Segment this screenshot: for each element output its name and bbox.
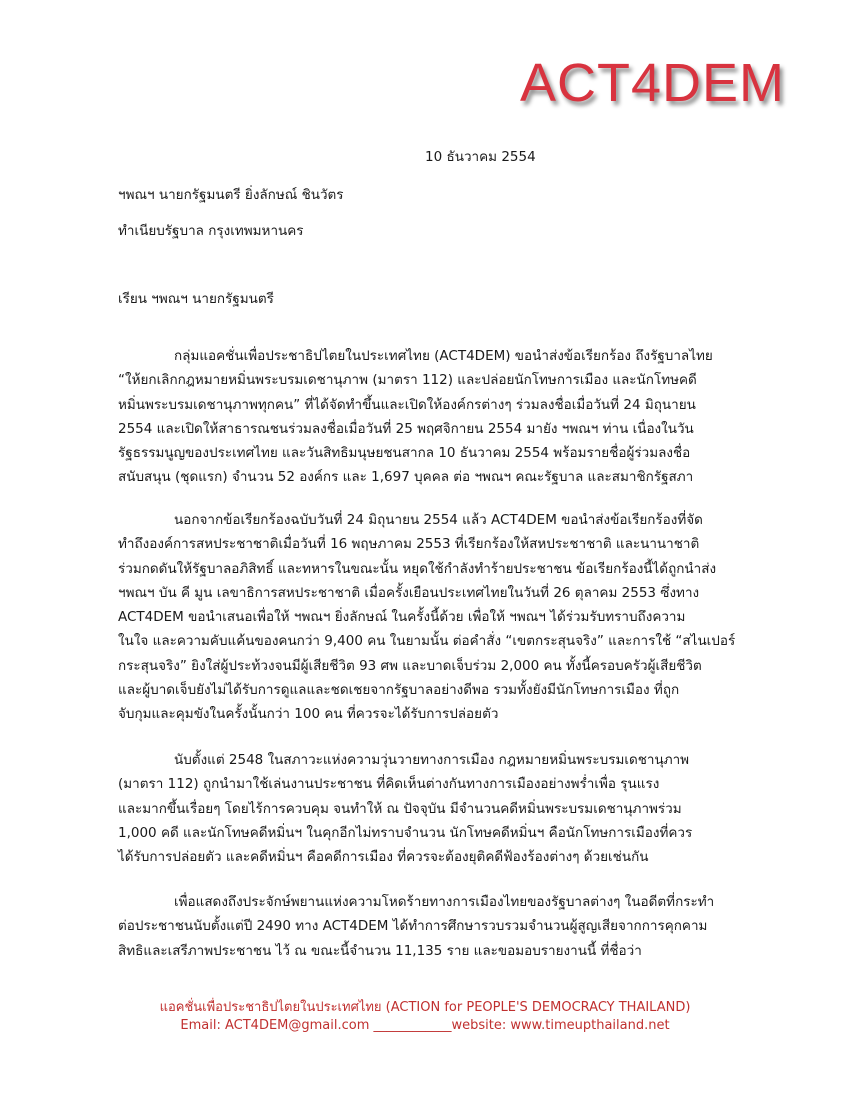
footer-organization: แอคชั่นเพื่อประชาธิปไตยในประเทศไทย (ACTION for PEOPLE'S DEMOCRACY THAILAND) [159, 1000, 691, 1015]
paragraph-line: ทำถึงองค์การสหประชาชาติเมื่อวันที่ 16 พฤษภาคม 2553 ที่เรียกร้องให้สหประชาชาติ และนานาชาติ [118, 536, 700, 553]
footer-contact: Email: ACT4DEM@gmail.com ____________website: www.timeupthailand.net [180, 1018, 670, 1033]
paragraph-line: ในใจ และความคับแค้นของคนกว่า 9,400 คน ในยามนั้น ต่อคำสั่ง “เขตกระสุนจริง” และการใช้ “สไนเปอร์ [118, 633, 736, 650]
paragraph-line: กระสุนจริง” ยิงใส่ผู้ประท้วงจนมีผู้เสียชีวิต 93 ศพ และบาดเจ็บร่วม 2,000 คน ทั้งนี้ครอบครัวผู้เสียชีวิต [118, 657, 702, 674]
paragraph-line: 2554 และเปิดให้สาธารณชนร่วมลงชื่อเมื่อวันที่ 25 พฤศจิกายน 2554 มายัง ฯพณฯ ท่าน เนื่องในวัน [118, 420, 694, 437]
paragraph-line: สนับสนุน (ชุดแรก) จำนวน 52 องค์กร และ 1,697 บุคคล ต่อ ฯพณฯ คณะรัฐบาล และสมาชิกรัฐสภา [118, 469, 694, 486]
paragraph-line: ต่อประชาชนนับตั้งแต่ปี 2490 ทาง ACT4DEM ได้ทำการศึกษารวบรวมจำนวนผู้สูญเสียจากการคุกคาม [118, 918, 708, 935]
paragraph-line: และมากขึ้นเรื่อยๆ โดยไร้การควบคุม จนทำให้ ณ ปัจจุบัน มีจำนวนคดีหมิ่นพระบรมเดชานุภาพร่วม [118, 800, 682, 817]
paragraph-4 [118, 890, 758, 963]
paragraph-line: ได้รับการปล่อยตัว และคดีหมิ่นฯ คือคดีการเมือง ที่ควรจะต้องยุติคดีฟ้องร้องต่างๆ ด้วยเช่นกัน [118, 849, 649, 866]
paragraph-line: หมิ่นพระบรมเดชานุภาพทุกคน” ที่ได้จัดทำขึ้นและเปิดให้องค์กรต่างๆ ร่วมลงชื่อเมื่อวันที่ 24 มิถุนายน [118, 396, 696, 413]
act4dem-logo: ACT4DEM [520, 53, 786, 113]
paragraph-line: (มาตรา 112) ถูกนำมาใช้เล่นงานประชาชน ที่คิดเห็นต่างกันทางการเมืองอย่างพร่ำเพื่อ รุนแรง [118, 776, 660, 793]
paragraph-line: รัฐธรรมนูญของประเทศไทย และวันสิทธิมนุษยชนสากล 10 ธันวาคม 2554 พร้อมรายชื่อผู้ร่วมลงชื่อ [118, 445, 691, 462]
paragraph-line: นับตั้งแต่ 2548 ในสภาวะแห่งความวุ่นวายทางการเมือง กฎหมายหมิ่นพระบรมเดชานุภาพ [174, 752, 690, 768]
recipient-line-1: ฯพณฯ นายกรัฐมนตรี ยิ่งลักษณ์ ชินวัตร [118, 187, 344, 203]
paragraph-line: กลุ่มแอคชั่นเพื่อประชาธิปไตยในประเทศไทย (ACT4DEM) ขอนำส่งข้อเรียกร้อง ถึงรัฐบาลไทย [174, 348, 713, 364]
paragraph-line: และผู้บาดเจ็บยังไม่ได้รับการดูแลและชดเชยจากรัฐบาลอย่างดีพอ รวมทั้งยังมีนักโทษการเมือง ที่ถูก [118, 682, 680, 699]
paragraph-3 [118, 748, 758, 869]
letter-date: 10 ธันวาคม 2554 [425, 149, 536, 165]
paragraph-2 [118, 508, 758, 727]
paragraph-line: นอกจากข้อเรียกร้องฉบับวันที่ 24 มิถุนายน 2554 แล้ว ACT4DEM ขอนำส่งข้อเรียกร้องที่จัด [174, 512, 703, 528]
recipient-line-2: ทำเนียบรัฐบาล กรุงเทพมหานคร [118, 223, 304, 239]
paragraph-line: สิทธิและเสรีภาพประชาชน ไว้ ณ ขณะนี้จำนวน 11,135 ราย และขอมอบรายงานนี้ ที่ชื่อว่า [118, 942, 642, 959]
paragraph-line: ฯพณฯ บัน คี มูน เลขาธิการสหประชาชาติ เมื่อครั้งเยือนประเทศไทยในวันที่ 26 ตุลาคม 2553 ซึ่งทาง [118, 584, 700, 601]
paragraph-1 [118, 344, 758, 490]
salutation: เรียน ฯพณฯ นายกรัฐมนตรี [118, 291, 274, 307]
paragraph-line: จับกุมและคุมขังในครั้งนั้นกว่า 100 คน ที่ควรจะได้รับการปล่อยตัว [118, 706, 499, 723]
paragraph-line: ร่วมกดดันให้รัฐบาลอภิสิทธิ์ และทหารในขณะนั้น หยุดใช้กำลังทำร้ายประชาชน ข้อเรียกร้องนี้ได้ถูกนำส่ง [118, 560, 717, 577]
paragraph-line: 1,000 คดี และนักโทษคดีหมิ่นฯ ในคุกอีกไม่ทราบจำนวน นักโทษคดีหมิ่นฯ คือนักโทษการเมืองที่ควร [118, 824, 693, 841]
paragraph-line: เพื่อแสดงถึงประจักษ์พยานแห่งความโหดร้ายทางการเมืองไทยของรัฐบาลต่างๆ ในอดีตที่กระทำ [174, 894, 715, 910]
paragraph-line: “ให้ยกเลิกกฎหมายหมิ่นพระบรมเดชานุภาพ (มาตรา 112) และปล่อยนักโทษการเมือง และนักโทษคดี [118, 372, 697, 389]
paragraph-line: ACT4DEM ขอนำเสนอเพื่อให้ ฯพณฯ ยิ่งลักษณ์ ในครั้งนี้ด้วย เพื่อให้ ฯพณฯ ได้ร่วมรับทราบถึงความ [118, 609, 686, 626]
